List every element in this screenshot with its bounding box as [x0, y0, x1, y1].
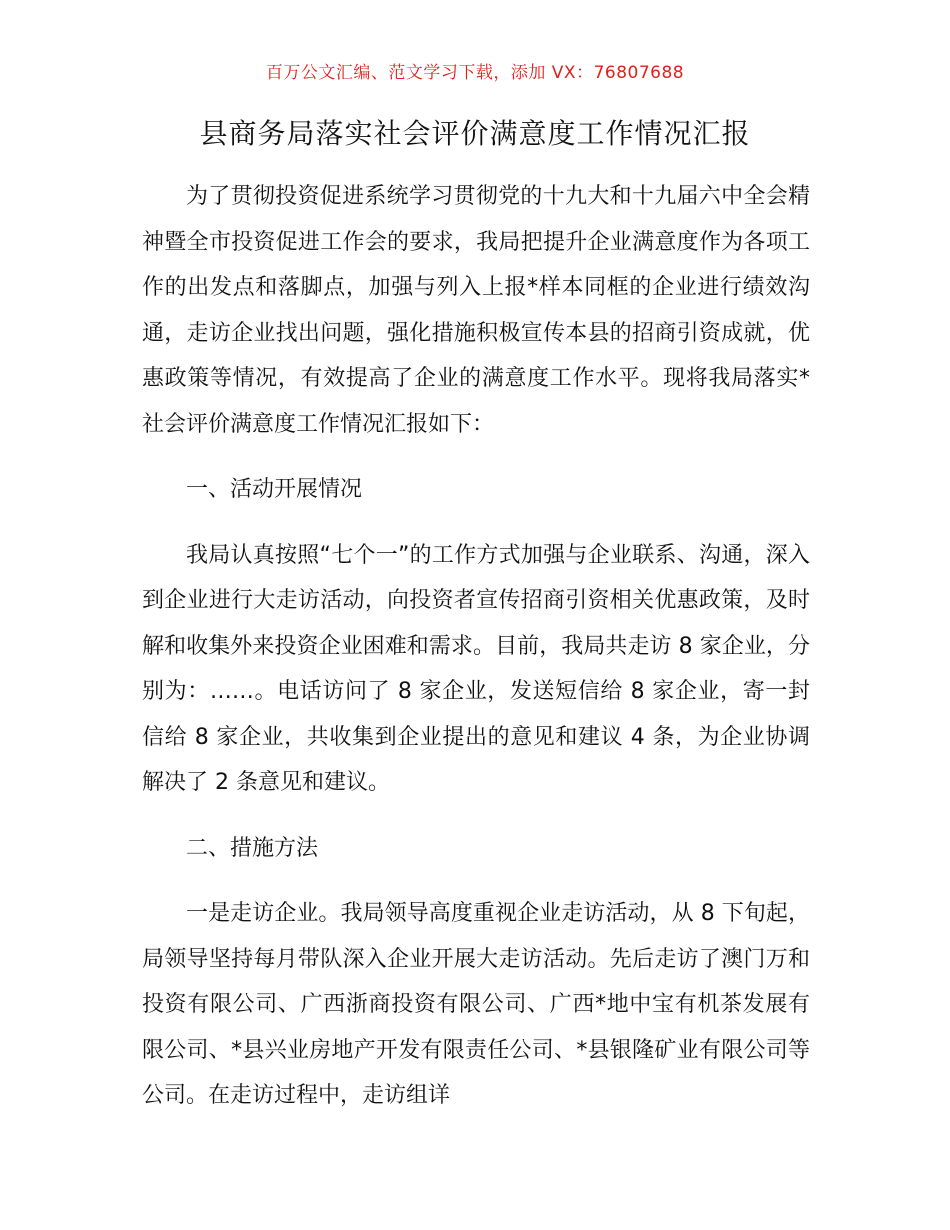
document-body	[142, 174, 810, 1119]
intro-paragraph: 为了贯彻投资促进系统学习贯彻党的十九大和十九届六中全会精神暨全市投资促进工作会的要求，我局把提升企业满意度作为各项工作的出发点和落脚点，加强与列入上报*样本同框的企业进行绩效沟通，走访企业找出问题，强化措施积极宣传本县的招商引资成就，优惠政策等情况，有效提高了企业的满意度工作水平。现将我局落实*社会评价满意度工作情况汇报如下：	[142, 184, 810, 437]
page-title: 县商务局落实社会评价满意度工作情况汇报	[199, 117, 751, 150]
header-note: 百万公文汇编、范文学习下载，添加 VX：76807688	[265, 63, 685, 83]
section-body-activities: 我局认真按照“七个一”的工作方式加强与企业联系、沟通，深入到企业进行大走访活动，向投资者宣传招商引资相关优惠政策，及时解和收集外来投资企业困难和需求。目前，我局共走访 8 家企业，分别为：……。电话访问了 8 家企业，发送短信给 8 家企业，寄一封信给 8 家企业，共收集到企业提出的意见和建议 4 条，为企业协调解决了 2 条意见和建议。	[142, 542, 810, 795]
section-heading-activities: 一、活动开展情况	[186, 477, 363, 502]
section-body-measures: 一是走访企业。我局领导高度重视企业走访活动，从 8 下旬起，局领导坚持每月带队深入企业开展大走访活动。先后走访了澳门万和投资有限公司、广西浙商投资有限公司、广西*地中宝有机茶发展有限公司、*县兴业房地产开发有限责任公司、*县银隆矿业有限公司等公司。在走访过程中，走访组详	[142, 901, 810, 1108]
section-heading-measures: 二、措施方法	[186, 835, 319, 861]
